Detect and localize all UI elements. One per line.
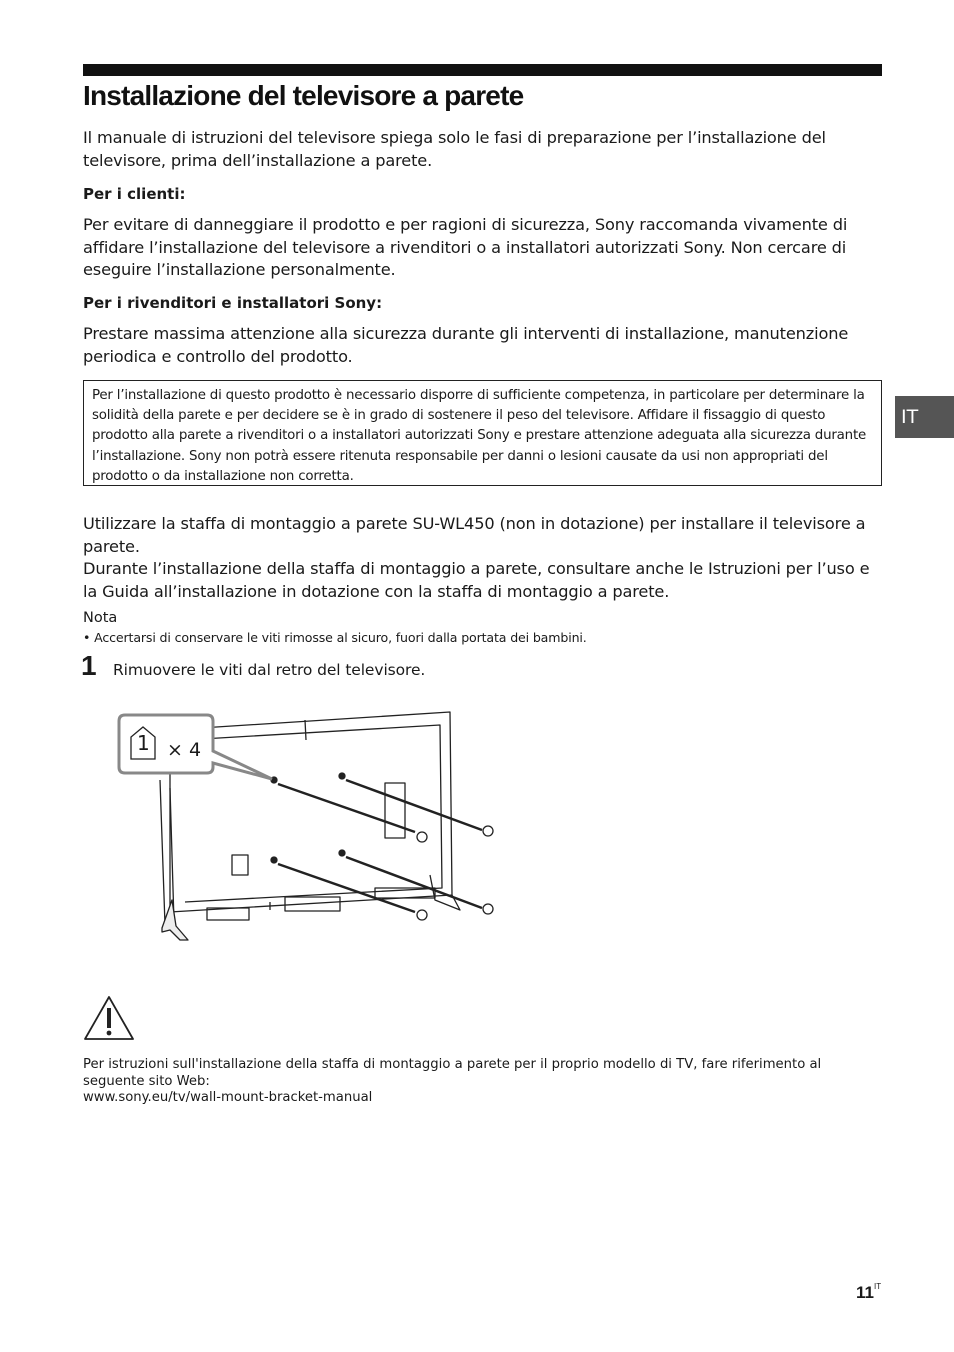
wall-mount-url-link[interactable]: www.sony.eu/tv/wall-mount-bracket-manual	[83, 1090, 373, 1105]
bracket-paragraph-1: Utilizzare la staffa di montaggio a parete SU-WL450 (non in dotazione) per installare il televisore a parete.	[83, 514, 866, 556]
customers-paragraph: Per evitare di danneggiare il prodotto e per ragioni di sicurezza, Sony raccomanda vivamente di affidare l’installazione del televisore a rivenditori o a installatori autorizzati Sony. Non cercare di eseguire l’installazione personalmente.	[83, 215, 848, 279]
part-number: 1	[137, 731, 150, 755]
language-tab: IT	[895, 396, 954, 438]
wall-mount-instructions-text: Per istruzioni sull'installazione della staffa di montaggio a parete per il proprio modello di TV, fare riferimento al seguente sito Web:	[83, 1057, 822, 1089]
title-rule	[83, 64, 882, 76]
dealers-paragraph: Prestare massima attenzione alla sicurezza durante gli interventi di installazione, manutenzione periodica e controllo del prodotto.	[83, 324, 849, 366]
dealers-heading: Per i rivenditori e installatori Sony:	[83, 294, 383, 312]
bracket-paragraph-2: Durante l’installazione della staffa di montaggio a parete, consultare anche le Istruzioni per l’uso e la Guida all’installazione in dotazione con la staffa di montaggio a parete.	[83, 559, 870, 601]
page-title: Installazione del televisore a parete	[83, 80, 524, 111]
safety-notice-box: Per l’installazione di questo prodotto è necessario disporre di sufficiente competenza, in particolare per determinare la solidità della parete e per decidere se è in grado di sostenere il peso del televisore. Affidare il fissaggio di questo prodotto alla parete a rivenditori o a installatori autorizzati Sony e prestare attenzione adeguata alla sicurezza durante l’installazione. Sony non potrà essere ritenuta responsabile per danni o lesioni causate da usi non appropriati del prodotto o da installazione non corretta.	[83, 380, 882, 486]
page-number: $11^{IT}$	[856, 1282, 882, 1302]
customers-heading: Per i clienti:	[83, 185, 186, 203]
step-text: Rimuovere le viti dal retro del televisore.	[113, 661, 426, 679]
note-title: Nota	[83, 610, 118, 626]
step-number: 1	[81, 650, 97, 681]
warning-icon	[82, 994, 136, 1042]
note-bullet: • Accertarsi di conservare le viti rimosse al sicuro, fuori dalla portata dei bambini.	[83, 630, 587, 645]
intro-paragraph: Il manuale di istruzioni del televisore spiega solo le fasi di preparazione per l’installazione del televisore, prima dell’installazione a parete.	[83, 128, 826, 170]
screw-quantity: × 4	[167, 739, 202, 761]
